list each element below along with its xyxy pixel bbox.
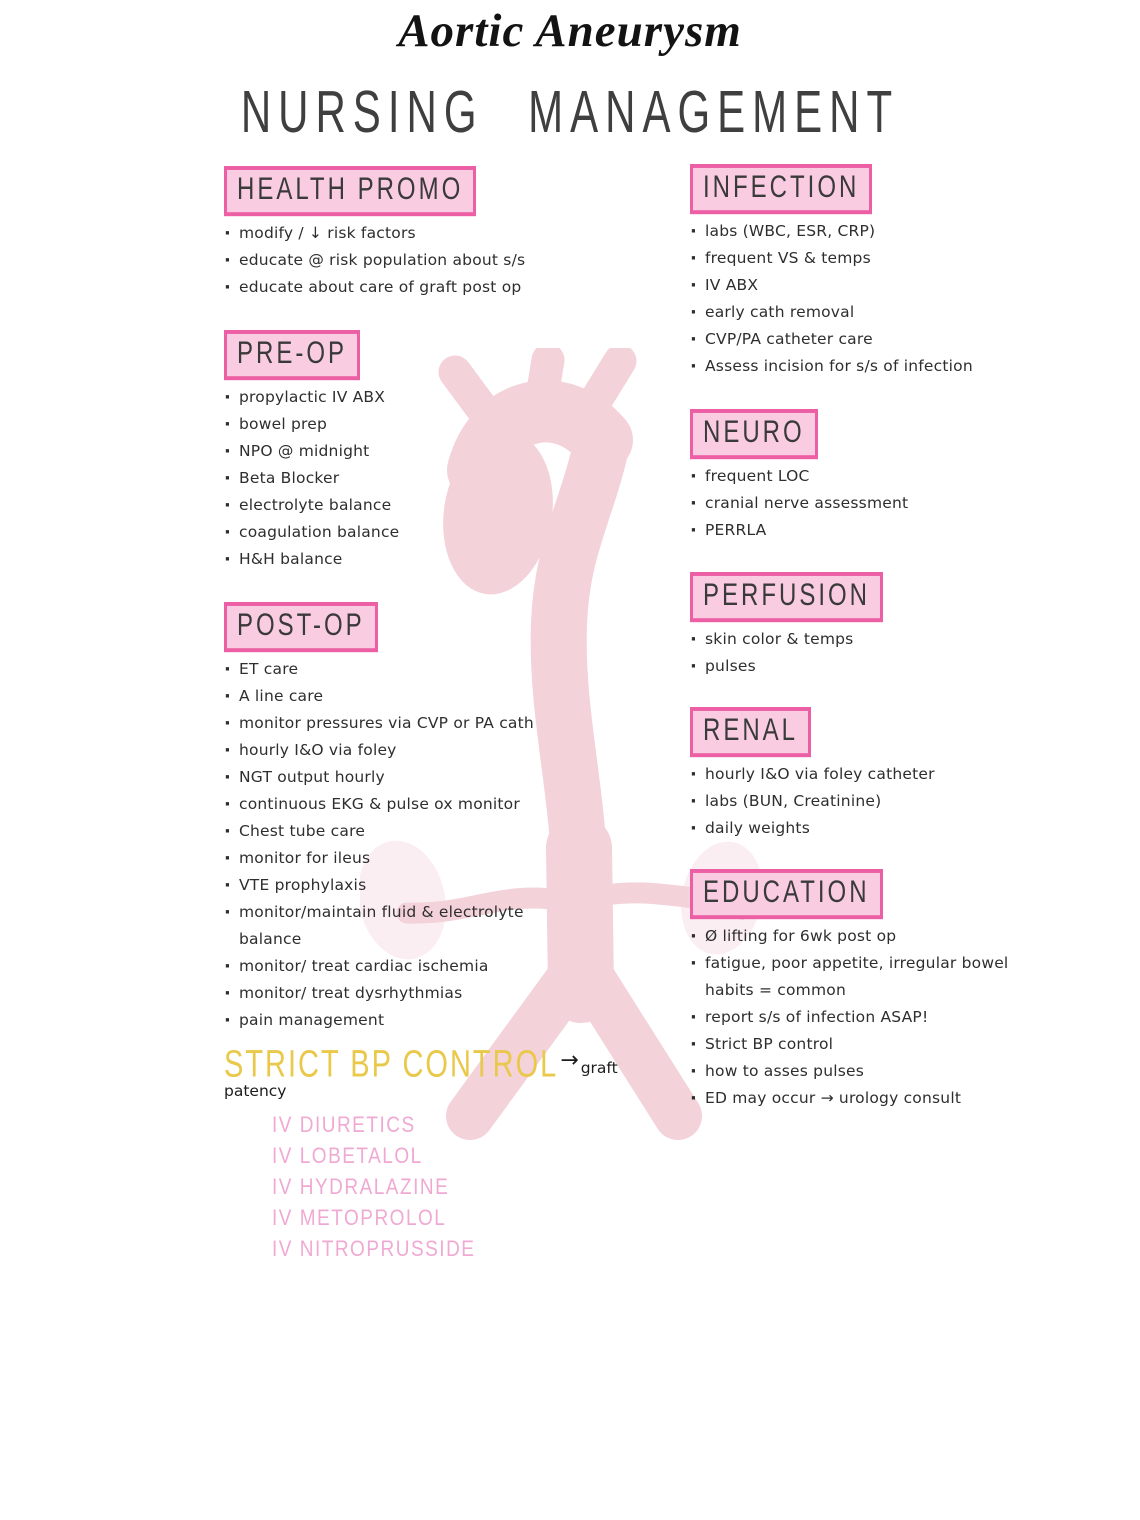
section-bp-control: [224, 1044, 684, 1262]
list-item: · daily weights: [690, 815, 1020, 842]
section-pre-op: [224, 330, 684, 573]
section-renal: [690, 707, 1140, 842]
section-header-health-promo: [224, 166, 476, 216]
section-header-label: NEURO: [703, 414, 805, 450]
page-title: Aortic Aneurysm: [398, 5, 742, 57]
section-header-perfusion: [690, 572, 883, 622]
section-infection: [690, 164, 1140, 380]
drug-item: IV HYDRALAZINE: [272, 1175, 450, 1200]
list-item: · NPO @ midnight: [224, 438, 542, 465]
pre-op-list: [224, 384, 542, 573]
list-item: · early cath removal: [690, 299, 1020, 326]
section-post-op: [224, 602, 684, 1034]
health-promo-list: [224, 220, 542, 301]
list-item: · VTE prophylaxis: [224, 872, 542, 899]
section-header-pre-op: [224, 330, 360, 380]
list-item: · how to asses pulses: [690, 1058, 1020, 1085]
list-item: · monitor/ treat dysrhythmias: [224, 980, 542, 1007]
bp-control-heading: STRICT BP CONTROL: [224, 1044, 559, 1086]
section-health-promo: [224, 166, 684, 301]
list-item: · skin color & temps: [690, 626, 1020, 653]
list-item: · frequent LOC: [690, 463, 1020, 490]
list-item: · Chest tube care: [224, 818, 542, 845]
list-item: · hourly I&O via foley: [224, 737, 542, 764]
list-item: · educate about care of graft post op: [224, 274, 542, 301]
bp-drug-list: [272, 1110, 684, 1265]
list-item: · labs (WBC, ESR, CRP): [690, 218, 1020, 245]
list-item: · PERRLA: [690, 517, 1020, 544]
list-item: · monitor for ileus: [224, 845, 542, 872]
section-header-post-op: [224, 602, 378, 652]
section-education: [690, 869, 1140, 1112]
section-header-label: POST-OP: [237, 607, 365, 643]
list-item: · IV ABX: [690, 272, 1020, 299]
drug-item: IV LOBETALOL: [272, 1144, 423, 1169]
page-subtitle: NURSING MANAGEMENT: [240, 78, 900, 145]
list-item: · bowel prep: [224, 411, 542, 438]
perfusion-list: [690, 626, 1020, 680]
arrow-icon: →: [560, 1048, 579, 1073]
list-item: · ED may occur → urology consult: [690, 1085, 1020, 1112]
list-item: · cranial nerve assessment: [690, 490, 1020, 517]
section-header-renal: [690, 707, 811, 757]
list-item: · Ø lifting for 6wk post op: [690, 923, 1020, 950]
section-header-label: INFECTION: [703, 169, 860, 205]
list-item: · Strict BP control: [690, 1031, 1020, 1058]
drug-item: IV METOPROLOL: [272, 1206, 447, 1231]
list-item: · monitor/ treat cardiac ischemia: [224, 953, 542, 980]
list-item: · pain management: [224, 1007, 542, 1034]
education-list: [690, 923, 1020, 1112]
infection-list: [690, 218, 1020, 380]
neuro-list: [690, 463, 1020, 544]
section-header-label: HEALTH PROMO: [237, 171, 464, 207]
bp-control-heading-row: [224, 1044, 684, 1100]
section-header-label: PERFUSION: [703, 577, 871, 613]
list-item: · CVP/PA catheter care: [690, 326, 1020, 353]
list-item: · continuous EKG & pulse ox monitor: [224, 791, 542, 818]
section-header-infection: [690, 164, 872, 214]
post-op-list: [224, 656, 542, 1034]
list-item: · NGT output hourly: [224, 764, 542, 791]
list-item: · Assess incision for s/s of infection: [690, 353, 1020, 380]
list-item: · ET care: [224, 656, 542, 683]
list-item: · monitor/maintain fluid & electrolyte balance: [224, 899, 542, 953]
renal-list: [690, 761, 1020, 842]
section-header-label: RENAL: [703, 712, 799, 748]
drug-item: IV NITROPRUSSIDE: [272, 1237, 476, 1262]
section-header-education: [690, 869, 883, 919]
section-header-neuro: [690, 409, 818, 459]
section-perfusion: [690, 572, 1140, 680]
drug-item: IV DIURETICS: [272, 1113, 416, 1138]
section-header-label: EDUCATION: [703, 874, 870, 910]
bp-control-note: graft patency: [224, 1059, 618, 1100]
section-neuro: [690, 409, 1140, 544]
list-item: · pulses: [690, 653, 1020, 680]
list-item: · electrolyte balance: [224, 492, 542, 519]
list-item: · frequent VS & temps: [690, 245, 1020, 272]
list-item: · monitor pressures via CVP or PA cath: [224, 710, 542, 737]
list-item: · H&H balance: [224, 546, 542, 573]
list-item: · fatigue, poor appetite, irregular bowel habits = common: [690, 950, 1020, 1004]
section-header-label: PRE-OP: [237, 335, 348, 371]
list-item: · coagulation balance: [224, 519, 542, 546]
list-item: · hourly I&O via foley catheter: [690, 761, 1020, 788]
list-item: · educate @ risk population about s/s: [224, 247, 542, 274]
list-item: · report s/s of infection ASAP!: [690, 1004, 1020, 1031]
list-item: · Beta Blocker: [224, 465, 542, 492]
list-item: · propylactic IV ABX: [224, 384, 542, 411]
list-item: · modify / ↓ risk factors: [224, 220, 542, 247]
list-item: · labs (BUN, Creatinine): [690, 788, 1020, 815]
list-item: · A line care: [224, 683, 542, 710]
